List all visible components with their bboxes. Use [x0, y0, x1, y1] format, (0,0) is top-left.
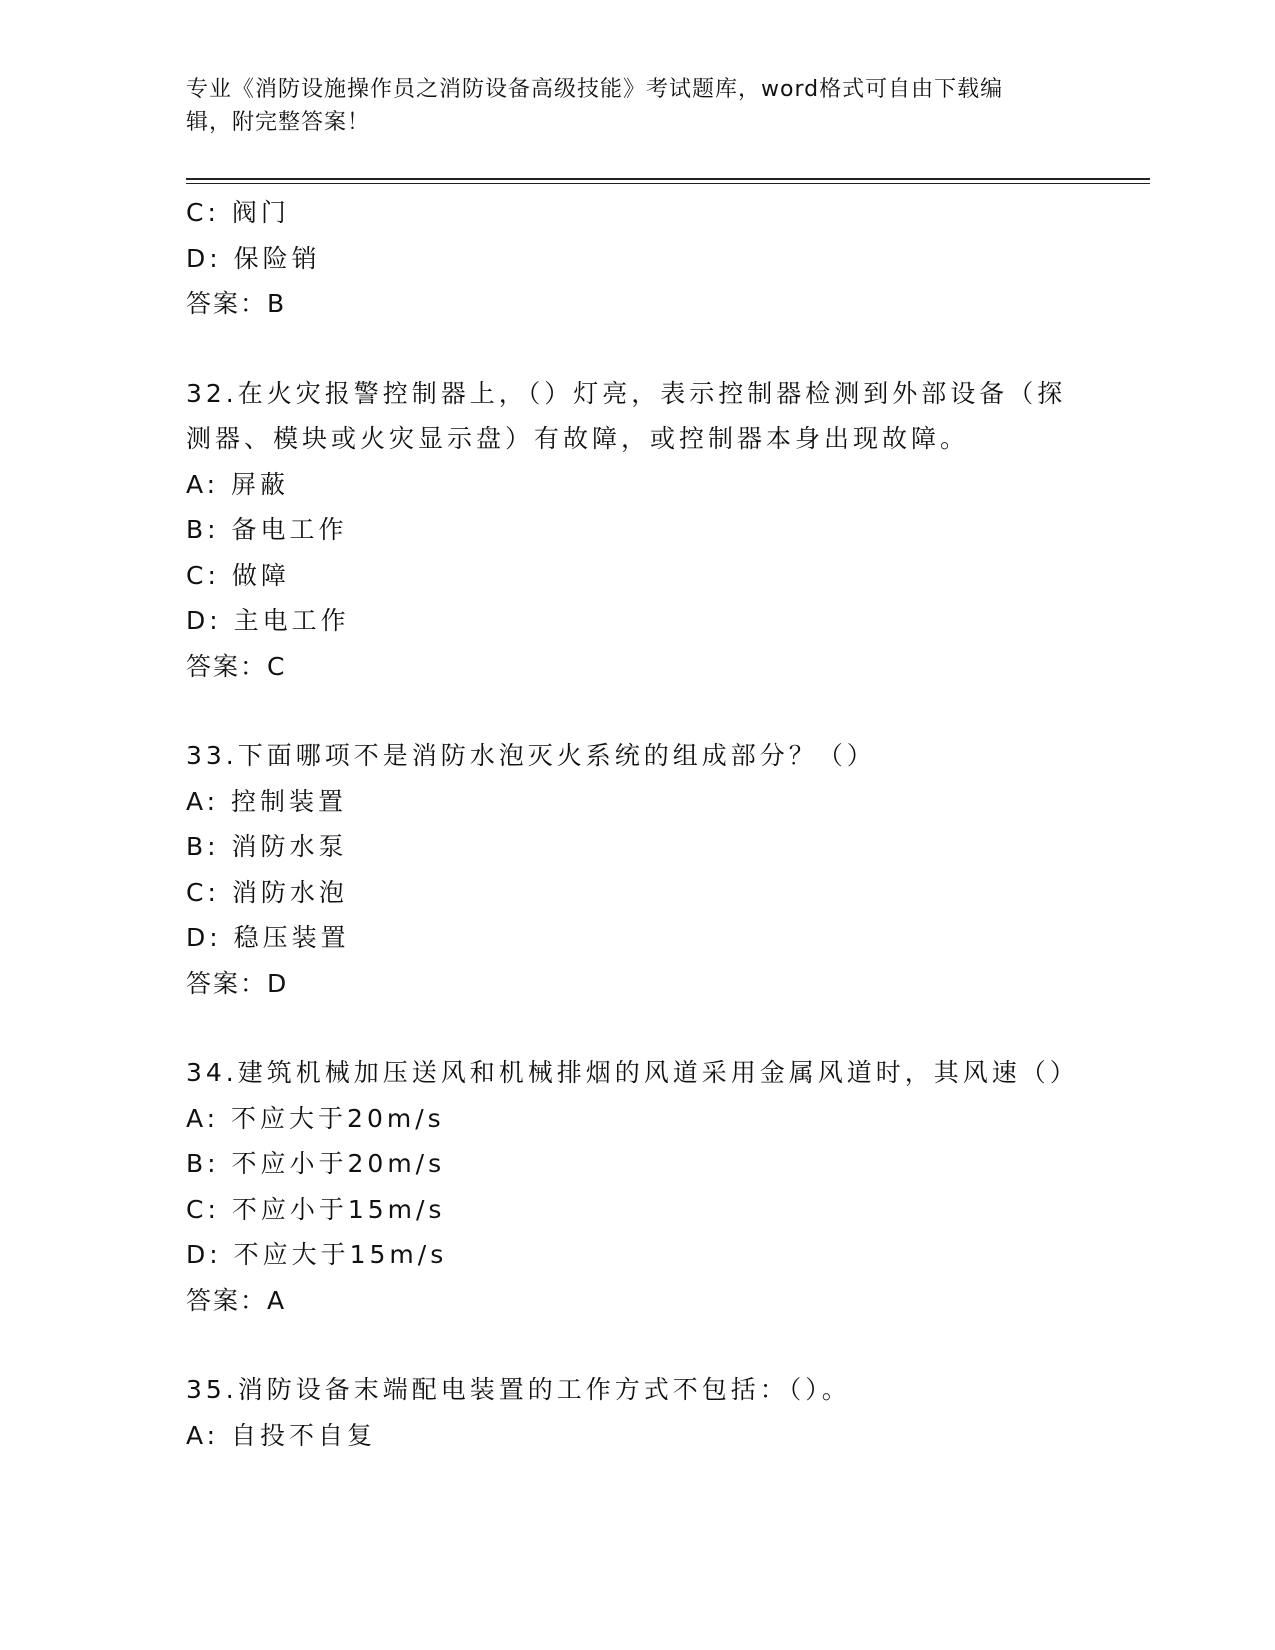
header-line-1: 专业《消防设施操作员之消防设备高级技能》考试题库，word格式可自由下载编 — [186, 77, 1004, 102]
option-line: C: 阀门 — [186, 198, 290, 227]
option-line: C: 不应小于15m/s — [186, 1194, 446, 1224]
option-line: A: 自投不自复 — [186, 1420, 377, 1450]
option-line: D: 稳压装置 — [186, 923, 350, 952]
option-line: A: 控制装置 — [186, 786, 348, 816]
question-stem: 35.消防设备末端配电装置的工作方式不包括：（）。 — [186, 1375, 851, 1404]
option-line: C: 消防水泡 — [186, 877, 348, 907]
option-line: D: 主电工作 — [186, 606, 350, 635]
option-line: B: 消防水泵 — [186, 832, 348, 861]
question-34 — [186, 1050, 1086, 1323]
question-35 — [186, 1367, 1086, 1458]
question-32 — [186, 371, 1086, 690]
question-stem: 32.在火灾报警控制器上，（）灯亮，表示控制器检测到外部设备（探 — [186, 378, 1067, 408]
option-line: B: 不应小于20m/s — [186, 1149, 446, 1178]
question-stem: 测器、模块或火灾显示盘）有故障，或控制器本身出现故障。 — [186, 424, 970, 453]
question-31-continued — [186, 190, 1086, 327]
question-stem: 33.下面哪项不是消防水泡灭火系统的组成部分？（） — [186, 741, 876, 770]
answer-line: 答案：D — [186, 968, 289, 998]
option-line: A: 屏蔽 — [186, 469, 290, 499]
header-divider-thin — [186, 183, 1150, 184]
question-list — [186, 190, 1086, 1458]
option-line: D: 保险销 — [186, 243, 321, 273]
header-line-2: 辑，附完整答案！ — [186, 110, 371, 135]
page-header — [186, 73, 1066, 139]
option-line: D: 不应大于15m/s — [186, 1240, 448, 1269]
option-line: A: 不应大于20m/s — [186, 1103, 445, 1133]
question-stem: 34.建筑机械加压送风和机械排烟的风道采用金属风道时，其风速（） — [186, 1058, 1079, 1087]
question-33 — [186, 733, 1086, 1006]
answer-line: 答案：A — [186, 1285, 287, 1315]
header-divider-thick — [186, 178, 1150, 180]
answer-line: 答案：C — [186, 651, 287, 681]
option-line: B: 备电工作 — [186, 515, 348, 544]
option-line: C: 做障 — [186, 560, 290, 590]
answer-line: 答案：B — [186, 289, 287, 318]
